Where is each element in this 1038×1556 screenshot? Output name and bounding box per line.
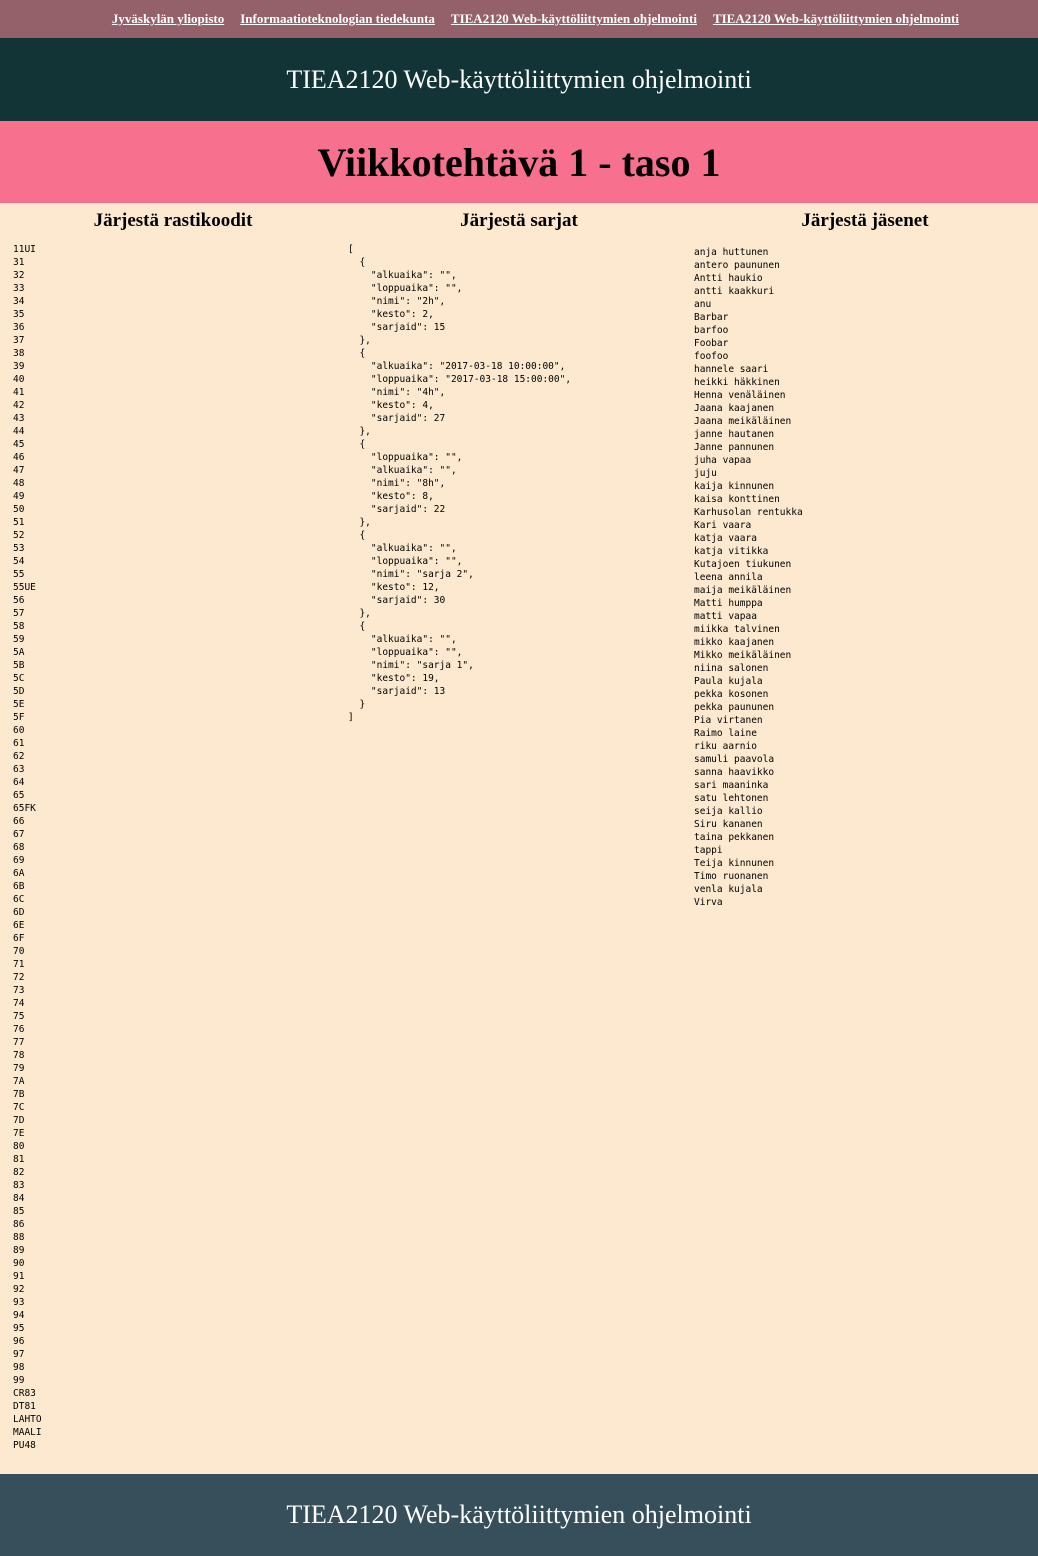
top-navigation — [0, 0, 1038, 38]
rastikoodit-list: 11UI 31 32 33 34 35 36 37 38 39 40 41 42 43 44 45 46 47 48 49 50 51 52 53 54 55 55UE 56 57 58 59 5A 5B 5C 5D 5E 5F 60 61 62 63 64 65 65FK 66 67 68 69 6A 6B 6C 6D 6E 6F 70 71 72 73 74 75 76 77 78 79 7A 7B 7C 7D 7E 80 81 82 83 84 85 86 88 89 90 91 92 93 94 95 96 97 98 99 CR83 DT81 LAHTO MAALI PU48 — [13, 244, 42, 1451]
page-title-banner — [0, 121, 1038, 203]
nav-link-course[interactable]: TIEA2120 Web-käyttöliittymien ohjelmointi — [450, 11, 697, 26]
nav-link-university[interactable]: Jyväskylän yliopisto — [111, 11, 225, 26]
site-footer — [0, 1474, 1038, 1556]
heading-jasenet: Järjestä jäsenet — [801, 210, 929, 231]
column-jasenet — [692, 209, 1038, 1474]
jasenet-list: anja huttunen antero paununen Antti haukio antti kaakkuri anu Barbar barfoo Foobar foofoo hannele saari heikki häkkinen Henna venäläinen Jaana kaajanen Jaana meikäläinen janne hautanen Janne pannunen juha vapaa juju kaija kinnunen kaisa konttinen Karhusolan rentukka Kari vaara katja vaara katja vitikka Kutajoen tiukunen leena annila maija meikäläinen Matti humppa matti vapaa miikka talvinen mikko kaajanen Mikko meikäläinen niina salonen Paula kujala pekka kosonen pekka paununen Pia virtanen Raimo laine riku aarnio samuli paavola sanna haavikko sari maaninka satu lehtonen seija kallio Siru kananen taina pekkanen tappi Teija kinnunen Timo ruonanen venla kujala Virva — [694, 247, 803, 908]
nav-link-course-current[interactable]: TIEA2120 Web-käyttöliittymien ohjelmointi — [712, 11, 959, 26]
site-header — [0, 38, 1038, 121]
heading-rastikoodit: Järjestä rastikoodit — [93, 210, 253, 231]
page-title: Viikkotehtävä 1 - taso 1 — [317, 139, 721, 185]
site-title: TIEA2120 Web-käyttöliittymien ohjelmointi — [286, 64, 752, 94]
main-content — [0, 203, 1038, 1474]
footer-title: TIEA2120 Web-käyttöliittymien ohjelmointi — [286, 1500, 752, 1529]
column-rastikoodit — [0, 209, 346, 1474]
heading-sarjat: Järjestä sarjat — [460, 210, 578, 231]
column-sarjat — [346, 209, 692, 1474]
nav-link-faculty[interactable]: Informaatioteknologian tiedekunta — [240, 11, 435, 26]
sarjat-json: [ { "alkuaika": "", "loppuaika": "", "nimi": "2h", "kesto": 2, "sarjaid": 15 }, { "alkuaika": "2017-03-18 10:00:00", "loppuaika": "2017-03-18 15:00:00", "nimi": "4h", "kesto": 4, "sarjaid": 27 }, { "loppuaika": "", "alkuaika": "", "nimi": "8h", "kesto": 8, "sarjaid": 22 }, { "alkuaika": "", "loppuaika": "", "nimi": "sarja 2", "kesto": 12, "sarjaid": 30 }, { "alkuaika": "", "loppuaika": "", "nimi": "sarja 1", "kesto": 19, "sarjaid": 13 } ] — [348, 244, 572, 723]
